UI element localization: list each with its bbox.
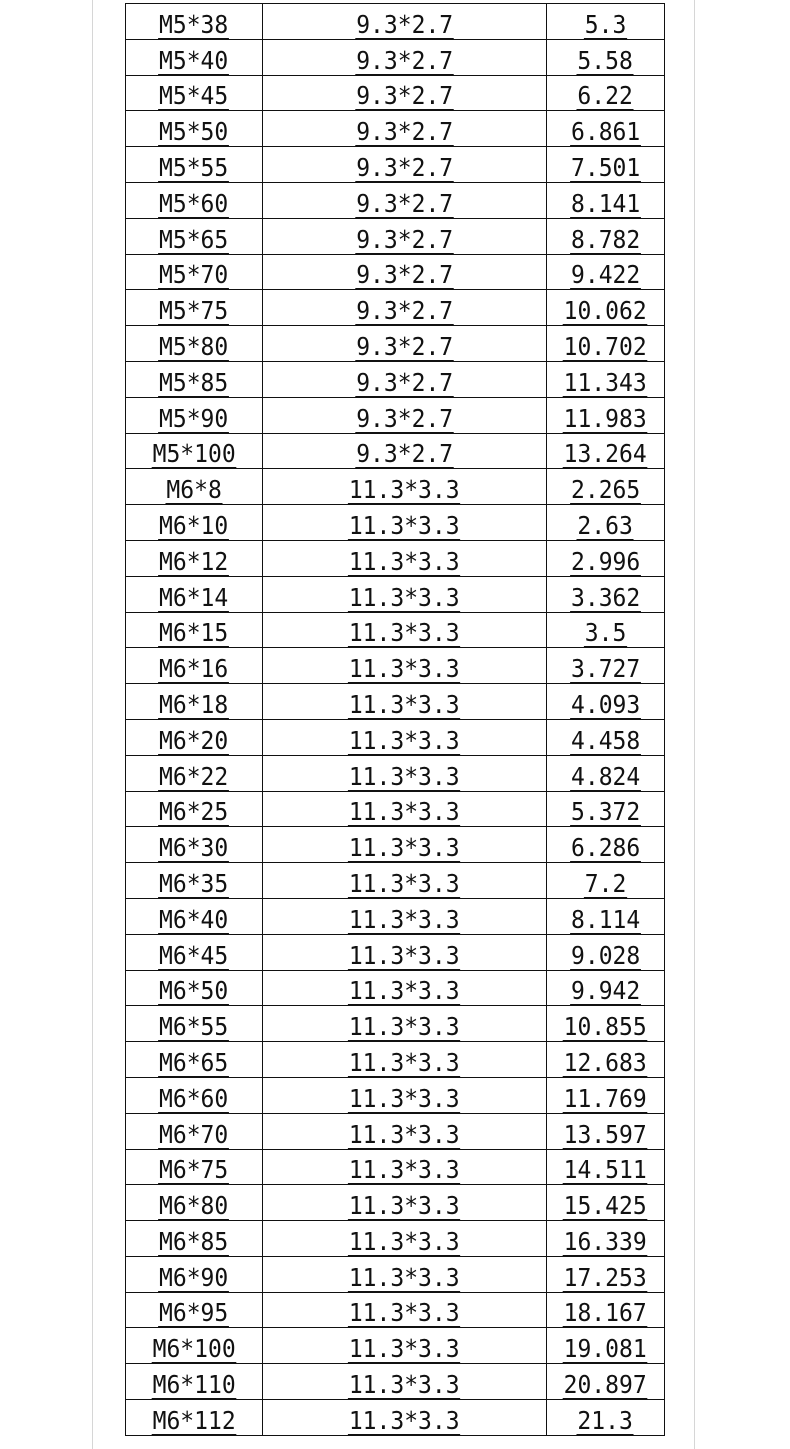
dimension-cell-text: 11.3*3.3 — [349, 761, 460, 791]
weight-cell-text: 9.942 — [570, 976, 641, 1006]
spec-cell-text: M6*30 — [159, 833, 229, 863]
spec-cell-text: M6*22 — [159, 761, 229, 791]
weight-cell — [547, 1292, 665, 1328]
weight-cell-text: 10.855 — [563, 1012, 648, 1042]
spec-cell — [126, 326, 263, 362]
table-row — [126, 182, 665, 218]
weight-cell — [547, 970, 665, 1006]
spec-cell — [126, 1221, 263, 1257]
dimension-cell-text: 11.3*3.3 — [349, 1370, 460, 1400]
dimension-cell-text: 11.3*3.3 — [349, 1047, 460, 1077]
spec-cell — [126, 827, 263, 863]
spec-cell-text: M5*75 — [159, 296, 229, 326]
weight-cell — [547, 397, 665, 433]
spec-cell-text: M6*35 — [159, 868, 229, 898]
weight-cell-text: 20.897 — [563, 1370, 648, 1400]
weight-cell — [547, 1256, 665, 1292]
weight-cell — [547, 433, 665, 469]
dimension-cell-text: 9.3*2.7 — [356, 117, 453, 147]
dimension-cell-text: 9.3*2.7 — [356, 45, 453, 75]
dimension-cell-text: 9.3*2.7 — [356, 81, 453, 111]
dimension-cell-text: 9.3*2.7 — [356, 152, 453, 182]
spec-cell-text: M6*50 — [159, 976, 229, 1006]
dimension-cell — [263, 469, 547, 505]
dimension-cell — [263, 684, 547, 720]
spec-cell — [126, 612, 263, 648]
spec-cell — [126, 934, 263, 970]
weight-cell-text: 2.996 — [570, 546, 641, 576]
weight-cell — [547, 791, 665, 827]
table-row — [126, 540, 665, 576]
table-row — [126, 397, 665, 433]
spec-cell — [126, 182, 263, 218]
dimension-cell — [263, 1042, 547, 1078]
dimension-cell-text: 11.3*3.3 — [349, 1191, 460, 1221]
table-row — [126, 791, 665, 827]
weight-cell-text: 2.63 — [577, 510, 634, 540]
dimension-cell-text: 11.3*3.3 — [349, 1334, 460, 1364]
spec-cell — [126, 1256, 263, 1292]
dimension-cell-text: 11.3*3.3 — [349, 904, 460, 934]
dimension-cell-text: 11.3*3.3 — [349, 1405, 460, 1435]
dimension-cell-text: 11.3*3.3 — [349, 1226, 460, 1256]
weight-cell — [547, 290, 665, 326]
table-row — [126, 719, 665, 755]
dimension-cell — [263, 1006, 547, 1042]
table-row — [126, 1221, 665, 1257]
spec-table-body — [126, 4, 665, 1436]
weight-cell-text: 11.769 — [563, 1083, 648, 1113]
table-row — [126, 1256, 665, 1292]
dimension-cell — [263, 75, 547, 111]
weight-cell — [547, 1113, 665, 1149]
weight-cell-text: 14.511 — [563, 1155, 648, 1185]
table-row — [126, 218, 665, 254]
spec-table — [125, 3, 665, 1436]
weight-cell-text: 8.782 — [570, 224, 641, 254]
table-row — [126, 970, 665, 1006]
dimension-cell-text: 11.3*3.3 — [349, 1012, 460, 1042]
table-row — [126, 111, 665, 147]
table-row — [126, 1364, 665, 1400]
dimension-cell-text: 9.3*2.7 — [356, 367, 453, 397]
spec-cell — [126, 433, 263, 469]
weight-cell-text: 8.114 — [570, 904, 641, 934]
weight-cell-text: 7.501 — [570, 152, 641, 182]
spec-cell — [126, 4, 263, 40]
weight-cell — [547, 755, 665, 791]
weight-cell-text: 3.362 — [570, 582, 641, 612]
spec-cell-text: M6*112 — [152, 1405, 236, 1435]
spec-cell-text: M6*14 — [159, 582, 229, 612]
dimension-cell-text: 9.3*2.7 — [356, 260, 453, 290]
table-row — [126, 505, 665, 541]
spec-cell-text: M5*80 — [159, 331, 229, 361]
table-row — [126, 326, 665, 362]
dimension-cell — [263, 218, 547, 254]
spec-cell — [126, 218, 263, 254]
table-row — [126, 1292, 665, 1328]
table-row — [126, 290, 665, 326]
dimension-cell-text: 11.3*3.3 — [349, 797, 460, 827]
spec-cell-text: M6*65 — [159, 1047, 229, 1077]
spec-cell — [126, 39, 263, 75]
dimension-cell-text: 11.3*3.3 — [349, 1083, 460, 1113]
dimension-cell-text: 11.3*3.3 — [349, 868, 460, 898]
spec-cell-text: M6*75 — [159, 1155, 229, 1185]
spec-cell-text: M6*100 — [152, 1334, 236, 1364]
weight-cell-text: 6.861 — [570, 117, 641, 147]
spec-cell — [126, 1364, 263, 1400]
dimension-cell-text: 11.3*3.3 — [349, 940, 460, 970]
dimension-cell-text: 11.3*3.3 — [349, 475, 460, 505]
spec-cell — [126, 1077, 263, 1113]
weight-cell-text: 6.286 — [570, 833, 641, 863]
spec-cell — [126, 254, 263, 290]
spec-cell — [126, 898, 263, 934]
weight-cell — [547, 469, 665, 505]
spec-cell-text: M6*40 — [159, 904, 229, 934]
table-row — [126, 612, 665, 648]
spec-cell — [126, 1328, 263, 1364]
dimension-cell-text: 11.3*3.3 — [349, 618, 460, 648]
dimension-cell — [263, 111, 547, 147]
weight-cell — [547, 39, 665, 75]
dimension-cell — [263, 898, 547, 934]
dimension-cell-text: 11.3*3.3 — [349, 1262, 460, 1292]
dimension-cell — [263, 326, 547, 362]
weight-cell-text: 13.264 — [563, 439, 648, 469]
weight-cell — [547, 147, 665, 183]
dimension-cell — [263, 576, 547, 612]
spec-cell-text: M5*70 — [159, 260, 229, 290]
dimension-cell — [263, 397, 547, 433]
dimension-cell-text: 11.3*3.3 — [349, 1155, 460, 1185]
dimension-cell — [263, 1149, 547, 1185]
table-row — [126, 361, 665, 397]
spec-cell — [126, 970, 263, 1006]
dimension-cell-text: 9.3*2.7 — [356, 296, 453, 326]
spec-cell-text: M5*45 — [159, 81, 229, 111]
spec-cell — [126, 540, 263, 576]
spec-cell-text: M5*40 — [159, 45, 229, 75]
spec-cell-text: M6*110 — [152, 1370, 236, 1400]
weight-cell — [547, 576, 665, 612]
table-row — [126, 648, 665, 684]
spec-cell-text: M5*50 — [159, 117, 229, 147]
table-row — [126, 863, 665, 899]
spec-cell — [126, 397, 263, 433]
spec-cell-text: M6*18 — [159, 689, 229, 719]
weight-cell-text: 2.265 — [570, 475, 641, 505]
spec-cell — [126, 1149, 263, 1185]
dimension-cell-text: 9.3*2.7 — [356, 188, 453, 218]
spec-cell — [126, 361, 263, 397]
weight-cell — [547, 898, 665, 934]
spec-cell-text: M5*100 — [152, 439, 236, 469]
weight-cell-text: 3.5 — [584, 618, 627, 648]
dimension-cell-text: 11.3*3.3 — [349, 725, 460, 755]
spec-cell-text: M6*90 — [159, 1262, 229, 1292]
table-row — [126, 1149, 665, 1185]
weight-cell-text: 19.081 — [563, 1334, 648, 1364]
weight-cell-text: 3.727 — [570, 654, 641, 684]
spec-cell-text: M5*55 — [159, 152, 229, 182]
spec-cell-text: M6*45 — [159, 940, 229, 970]
weight-cell-text: 11.983 — [563, 403, 648, 433]
dimension-cell — [263, 505, 547, 541]
spec-cell-text: M6*60 — [159, 1083, 229, 1113]
weight-cell — [547, 218, 665, 254]
weight-cell — [547, 863, 665, 899]
weight-cell — [547, 540, 665, 576]
spec-cell-text: M6*12 — [159, 546, 229, 576]
weight-cell-text: 4.458 — [570, 725, 641, 755]
spec-cell — [126, 469, 263, 505]
spec-cell — [126, 75, 263, 111]
dimension-cell-text: 11.3*3.3 — [349, 654, 460, 684]
dimension-cell-text: 11.3*3.3 — [349, 1298, 460, 1328]
weight-cell — [547, 111, 665, 147]
spec-cell — [126, 648, 263, 684]
dimension-cell — [263, 1364, 547, 1400]
dimension-cell — [263, 970, 547, 1006]
table-row — [126, 1113, 665, 1149]
dimension-cell — [263, 1328, 547, 1364]
table-row — [126, 469, 665, 505]
weight-cell-text: 5.3 — [584, 9, 627, 39]
spec-cell-text: M6*80 — [159, 1191, 229, 1221]
spec-cell-text: M5*90 — [159, 403, 229, 433]
spec-cell — [126, 111, 263, 147]
weight-cell — [547, 1328, 665, 1364]
dimension-cell — [263, 182, 547, 218]
dimension-cell — [263, 4, 547, 40]
spec-cell — [126, 791, 263, 827]
weight-cell-text: 21.3 — [577, 1405, 634, 1435]
dimension-cell — [263, 254, 547, 290]
spec-cell — [126, 1292, 263, 1328]
table-row — [126, 75, 665, 111]
weight-cell — [547, 1400, 665, 1436]
spec-cell — [126, 290, 263, 326]
dimension-cell-text: 11.3*3.3 — [349, 833, 460, 863]
spec-cell-text: M6*15 — [159, 618, 229, 648]
dimension-cell — [263, 719, 547, 755]
weight-cell — [547, 1006, 665, 1042]
spec-cell — [126, 755, 263, 791]
spec-cell-text: M6*85 — [159, 1226, 229, 1256]
weight-cell-text: 8.141 — [570, 188, 641, 218]
weight-cell-text: 4.824 — [570, 761, 641, 791]
dimension-cell — [263, 1185, 547, 1221]
weight-cell — [547, 934, 665, 970]
spec-cell — [126, 1113, 263, 1149]
weight-cell — [547, 254, 665, 290]
table-row — [126, 147, 665, 183]
weight-cell-text: 10.702 — [563, 331, 648, 361]
spec-cell-text: M5*38 — [159, 9, 229, 39]
weight-cell-text: 10.062 — [563, 296, 648, 326]
weight-cell-text: 5.58 — [577, 45, 634, 75]
dimension-cell — [263, 1077, 547, 1113]
dimension-cell — [263, 290, 547, 326]
table-row — [126, 1077, 665, 1113]
spec-cell-text: M5*60 — [159, 188, 229, 218]
table-row — [126, 898, 665, 934]
dimension-cell-text: 11.3*3.3 — [349, 1119, 460, 1149]
spec-cell — [126, 1185, 263, 1221]
weight-cell — [547, 648, 665, 684]
weight-cell-text: 5.372 — [570, 797, 641, 827]
spec-cell-text: M6*10 — [159, 510, 229, 540]
dimension-cell-text: 11.3*3.3 — [349, 582, 460, 612]
weight-cell — [547, 1221, 665, 1257]
spec-cell — [126, 1042, 263, 1078]
weight-cell-text: 7.2 — [584, 868, 627, 898]
weight-cell — [547, 4, 665, 40]
table-row — [126, 1006, 665, 1042]
weight-cell-text: 6.22 — [577, 81, 634, 111]
spec-cell — [126, 684, 263, 720]
weight-cell — [547, 684, 665, 720]
weight-cell — [547, 1077, 665, 1113]
dimension-cell — [263, 934, 547, 970]
table-row — [126, 755, 665, 791]
dimension-cell — [263, 433, 547, 469]
weight-cell — [547, 182, 665, 218]
dimension-cell-text: 9.3*2.7 — [356, 403, 453, 433]
spec-cell — [126, 1400, 263, 1436]
weight-cell-text: 12.683 — [563, 1047, 648, 1077]
dimension-cell — [263, 863, 547, 899]
table-row — [126, 1042, 665, 1078]
table-row — [126, 934, 665, 970]
weight-cell-text: 18.167 — [563, 1298, 648, 1328]
spec-cell — [126, 505, 263, 541]
dimension-cell — [263, 147, 547, 183]
spec-cell-text: M6*70 — [159, 1119, 229, 1149]
dimension-cell — [263, 755, 547, 791]
spec-cell-text: M6*20 — [159, 725, 229, 755]
weight-cell — [547, 1042, 665, 1078]
dimension-cell — [263, 1221, 547, 1257]
weight-cell — [547, 1185, 665, 1221]
weight-cell — [547, 719, 665, 755]
weight-cell-text: 16.339 — [563, 1226, 648, 1256]
weight-cell-text: 17.253 — [563, 1262, 648, 1292]
weight-cell — [547, 1149, 665, 1185]
spec-cell — [126, 719, 263, 755]
dimension-cell-text: 11.3*3.3 — [349, 689, 460, 719]
dimension-cell — [263, 1292, 547, 1328]
dimension-cell-text: 9.3*2.7 — [356, 331, 453, 361]
table-row — [126, 254, 665, 290]
spec-cell — [126, 576, 263, 612]
table-row — [126, 1185, 665, 1221]
weight-cell — [547, 505, 665, 541]
dimension-cell — [263, 791, 547, 827]
weight-cell-text: 15.425 — [563, 1191, 648, 1221]
dimension-cell — [263, 827, 547, 863]
weight-cell-text: 13.597 — [563, 1119, 648, 1149]
table-row — [126, 39, 665, 75]
weight-cell — [547, 326, 665, 362]
weight-cell — [547, 827, 665, 863]
dimension-cell — [263, 540, 547, 576]
spec-cell-text: M5*85 — [159, 367, 229, 397]
spec-cell — [126, 863, 263, 899]
spec-cell-text: M6*25 — [159, 797, 229, 827]
table-row — [126, 1328, 665, 1364]
weight-cell — [547, 1364, 665, 1400]
table-row — [126, 1400, 665, 1436]
dimension-cell — [263, 648, 547, 684]
spec-cell-text: M5*65 — [159, 224, 229, 254]
weight-cell-text: 9.028 — [570, 940, 641, 970]
weight-cell — [547, 612, 665, 648]
spec-cell-text: M6*16 — [159, 654, 229, 684]
weight-cell-text: 9.422 — [570, 260, 641, 290]
table-row — [126, 576, 665, 612]
spec-cell-text: M6*8 — [166, 475, 222, 505]
weight-cell-text: 11.343 — [563, 367, 648, 397]
dimension-cell — [263, 1400, 547, 1436]
spec-cell-text: M6*55 — [159, 1012, 229, 1042]
dimension-cell-text: 11.3*3.3 — [349, 510, 460, 540]
dimension-cell — [263, 1256, 547, 1292]
dimension-cell-text: 11.3*3.3 — [349, 976, 460, 1006]
weight-cell — [547, 361, 665, 397]
dimension-cell-text: 9.3*2.7 — [356, 224, 453, 254]
spec-cell-text: M6*95 — [159, 1298, 229, 1328]
table-row — [126, 827, 665, 863]
dimension-cell-text: 9.3*2.7 — [356, 9, 453, 39]
table-row — [126, 433, 665, 469]
weight-cell-text: 4.093 — [570, 689, 641, 719]
dimension-cell — [263, 1113, 547, 1149]
dimension-cell — [263, 612, 547, 648]
dimension-cell-text: 11.3*3.3 — [349, 546, 460, 576]
spec-cell — [126, 1006, 263, 1042]
table-row — [126, 4, 665, 40]
table-row — [126, 684, 665, 720]
dimension-cell — [263, 39, 547, 75]
dimension-cell — [263, 361, 547, 397]
weight-cell — [547, 75, 665, 111]
dimension-cell-text: 9.3*2.7 — [356, 439, 453, 469]
spec-cell — [126, 147, 263, 183]
